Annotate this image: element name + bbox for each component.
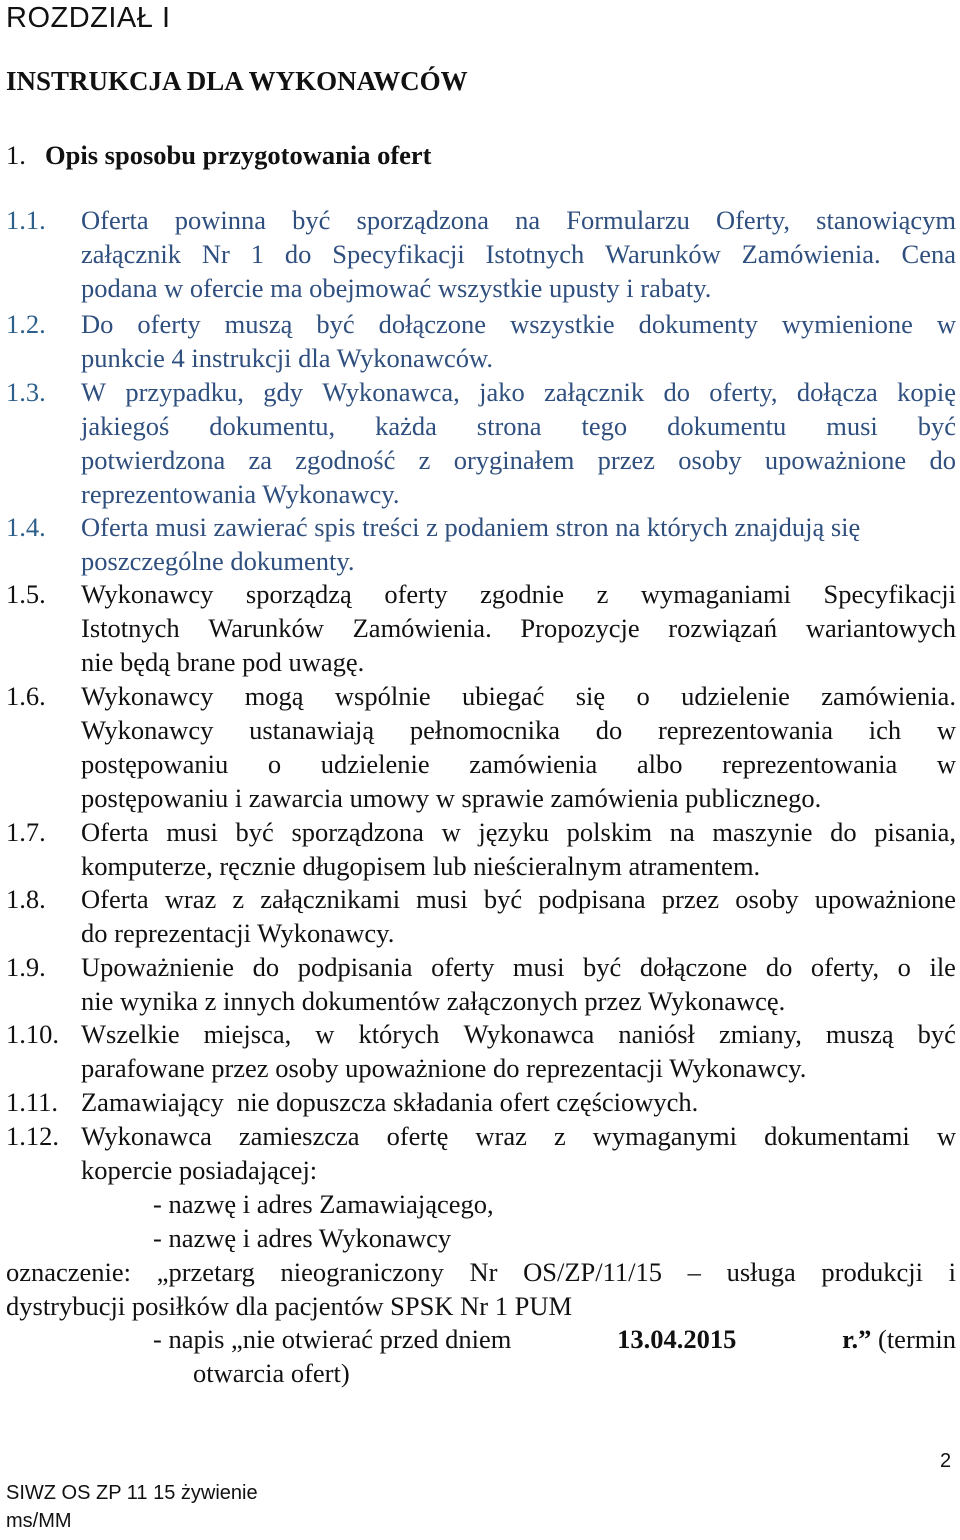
item-number: 1.12. <box>6 1121 59 1151</box>
item-line: Oferta wraz z załącznikami musi być podpisana przez osoby upoważnione <box>81 884 956 914</box>
item-line: postępowaniu i zawarcia umowy w sprawie zamówienia publicznego. <box>81 783 822 813</box>
item-line: Istotnych Warunków Zamówienia. Propozycje rozwiązań wariantowych <box>81 613 956 643</box>
item-number: 1.3. <box>6 377 46 407</box>
notice-suffix-bold: r.” <box>842 1324 872 1354</box>
item-line: Upoważnienie do podpisania oferty musi być dołączone do oferty, o ile <box>81 952 956 982</box>
item-line: Oferta musi być sporządzona w języku polskim na maszynie do pisania, <box>81 817 956 847</box>
item-line: Oferta musi zawierać spis treści z podaniem stron na których znajdują się <box>81 512 861 542</box>
item-number: 1.11. <box>6 1087 59 1117</box>
item-line: reprezentowania Wykonawcy. <box>81 479 400 509</box>
item-line: kopercie posiadającej: <box>81 1155 318 1185</box>
item-line: Zamawiający nie dopuszcza składania ofert częściowych. <box>81 1087 699 1117</box>
item-number: 1.9. <box>6 952 46 982</box>
item-line: Oferta powinna być sporządzona na Formularzu Oferty, stanowiącym <box>81 205 956 235</box>
item-line: Wykonawcy mogą wspólnie ubiegać się o udzielenie zamówienia. <box>81 681 956 711</box>
item-line: nie wynika z innych dokumentów załączonych przez Wykonawcę. <box>81 986 786 1016</box>
section-number: 1. <box>6 140 26 170</box>
item-number: 1.5. <box>6 579 46 609</box>
item-line: Do oferty muszą być dołączone wszystkie dokumenty wymienione w <box>81 309 956 339</box>
item-line: komputerze, ręcznie długopisem lub nieścieralnym atramentem. <box>81 851 761 881</box>
item-number: 1.4. <box>6 512 46 542</box>
item-line: Wykonawcy sporządzą oferty zgodnie z wymaganiami Specyfikacji <box>81 579 956 609</box>
item-line: nie będą brane pod uwagę. <box>81 647 365 677</box>
marking-line: dystrybucji posiłków dla pacjentów SPSK Nr 1 PUM <box>6 1291 573 1321</box>
item-line: podana w ofercie ma obejmować wszystkie upusty i rabaty. <box>81 273 712 303</box>
notice-date: 13.04.2015 <box>617 1324 737 1354</box>
notice-suffix: (termin <box>878 1324 956 1354</box>
item-line: do reprezentacji Wykonawcy. <box>81 918 395 948</box>
item-number: 1.10. <box>6 1019 59 1049</box>
page-number: 2 <box>940 1450 952 1472</box>
notice-line <box>153 1322 956 1356</box>
footer-doc-code: SIWZ OS ZP 11 15 żywienie <box>6 1482 258 1504</box>
chapter-title: ROZDZIAŁ I <box>6 2 171 34</box>
item-line: Wykonawcy ustanawiają pełnomocnika do reprezentowania ich w <box>81 715 956 745</box>
item-number: 1.2. <box>6 309 46 339</box>
item-line: Wykonawca zamieszcza ofertę wraz z wymaganymi dokumentami w <box>81 1121 956 1151</box>
envelope-item: - nazwę i adres Zamawiającego, <box>153 1189 494 1219</box>
item-line: jakiegoś dokumentu, każda strona tego dokumentu musi być <box>81 411 956 441</box>
item-line: załącznik Nr 1 do Specyfikacji Istotnych Warunków Zamówienia. Cena <box>81 239 956 269</box>
item-line: punkcie 4 instrukcji dla Wykonawców. <box>81 343 494 373</box>
item-line: parafowane przez osoby upoważnione do reprezentacji Wykonawcy. <box>81 1053 807 1083</box>
item-line: potwierdzona za zgodność z oryginałem przez osoby upoważnione do <box>81 445 956 475</box>
footer-author: ms/MM <box>6 1510 72 1532</box>
notice-line-2: otwarcia ofert) <box>193 1358 350 1388</box>
item-number: 1.1. <box>6 205 46 235</box>
marking-line: oznaczenie: „przetarg nieograniczony Nr OS/ZP/11/15 – usługa produkcji i <box>6 1257 956 1287</box>
envelope-item: - nazwę i adres Wykonawcy <box>153 1223 452 1253</box>
item-line: Wszelkie miejsca, w których Wykonawca naniósł zmiany, muszą być <box>81 1019 956 1049</box>
item-number: 1.6. <box>6 681 46 711</box>
item-number: 1.8. <box>6 884 46 914</box>
notice-prefix: - napis „nie otwierać przed dniem <box>153 1324 512 1354</box>
instruction-title: INSTRUKCJA DLA WYKONAWCÓW <box>6 66 468 96</box>
item-line: poszczególne dokumenty. <box>81 546 355 576</box>
item-line: W przypadku, gdy Wykonawca, jako załącznik do oferty, dołącza kopię <box>81 377 956 407</box>
item-line: postępowaniu o udzielenie zamówienia albo reprezentowania w <box>81 749 956 779</box>
item-number: 1.7. <box>6 817 46 847</box>
section-title: Opis sposobu przygotowania ofert <box>45 140 432 170</box>
